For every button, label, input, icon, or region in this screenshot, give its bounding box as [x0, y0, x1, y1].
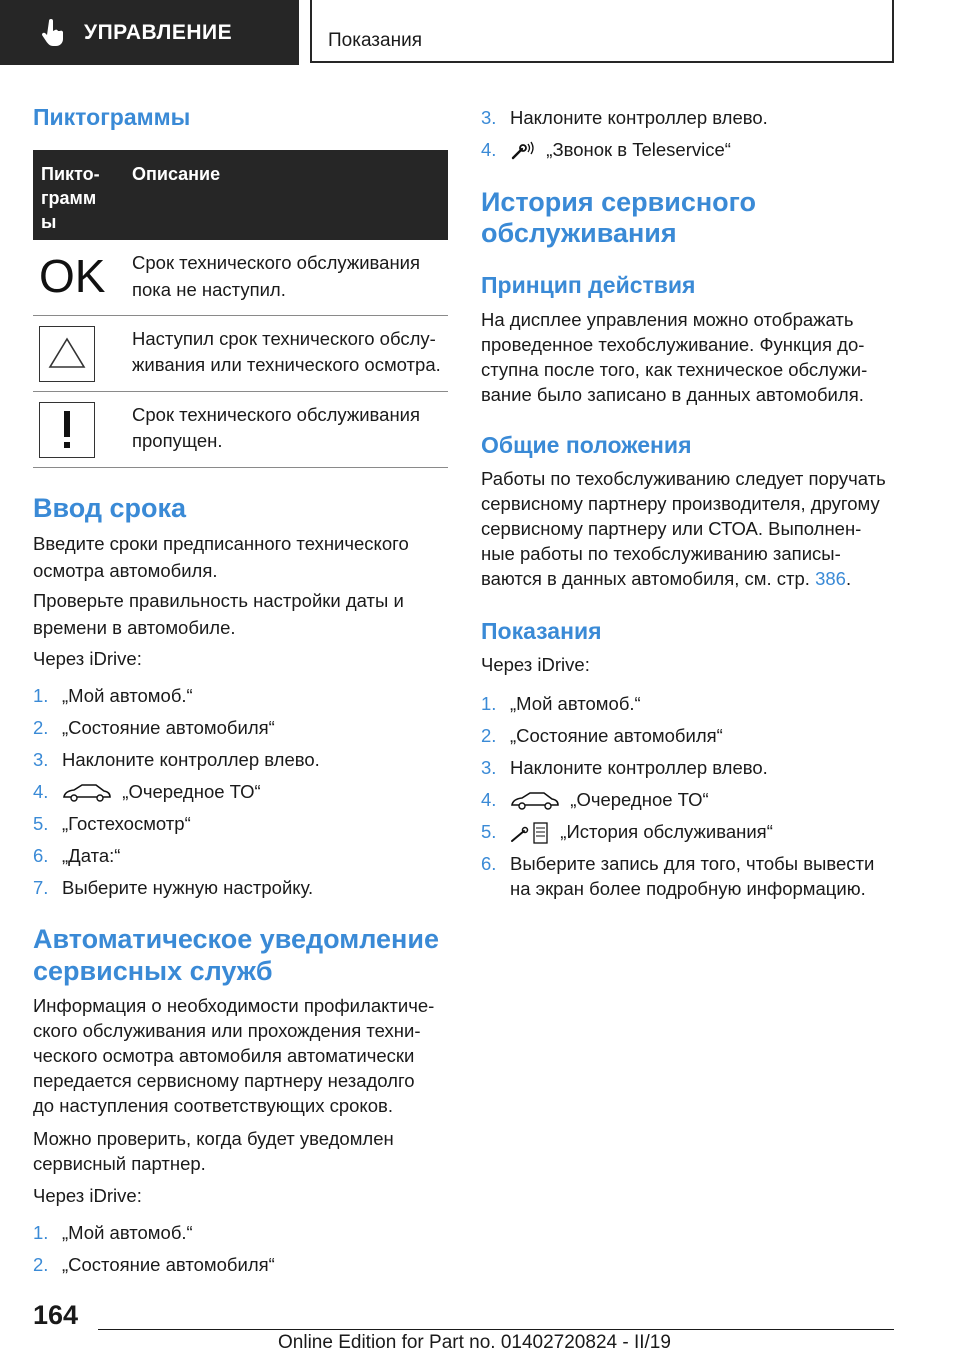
list-text: „Состояние автомобиля“: [62, 1254, 275, 1275]
auto-paragraph-1-line: ского обслуживания или прохождения техни-: [33, 1020, 421, 1041]
list-text: „Состояние автомобиля“: [510, 725, 723, 746]
list-number: 2.: [33, 1254, 49, 1275]
general-line: Работы по техобслуживанию следует поручать: [481, 468, 886, 489]
general-line-text: ваются в данных автомобиля, см. стр.: [481, 568, 816, 589]
list-number: 4.: [33, 781, 49, 802]
auto-paragraph-1-line: до наступления соответствующих сроков.: [33, 1095, 393, 1116]
table-cell-description: Наступил срок технического обслу-живания или технического осмотра.: [124, 315, 448, 391]
heading-general: Общие положения: [481, 432, 692, 458]
table-header-pictogram: [33, 150, 124, 240]
readings-via-idrive: Через iDrive:: [481, 654, 590, 675]
warning-triangle-icon: [39, 326, 95, 382]
service-history-icon: [510, 821, 550, 845]
deadline-paragraph-1: Введите сроки предписанного технического осмотра автомобиля.: [33, 533, 409, 581]
general-line: сервисному партнеру производителя, другому: [481, 493, 880, 514]
hand-pointer-icon: [40, 19, 66, 47]
list-number: 4.: [481, 139, 497, 160]
page-number: 164: [33, 1300, 79, 1330]
list-text: Наклоните контроллер влево.: [62, 749, 320, 770]
tab-controls[interactable]: [0, 0, 299, 65]
heading-deadline-input: Ввод срока: [33, 493, 187, 523]
tab-controls-label: УПРАВЛЕНИЕ: [84, 20, 233, 44]
list-number: 3.: [481, 757, 497, 778]
list-number: 2.: [33, 717, 49, 738]
wrench-phone-icon: [510, 140, 536, 162]
list-number: 6.: [481, 853, 497, 874]
deadline-via-idrive: Через iDrive:: [33, 648, 142, 669]
list-text-with-icon: [62, 779, 261, 805]
auto-paragraph-1-line: ческого осмотра автомобиля автоматически: [33, 1045, 415, 1066]
list-number: 3.: [33, 749, 49, 770]
heading-service-history-1: История сервисного: [481, 187, 757, 217]
list-text: „Гостехосмотр“: [62, 813, 191, 834]
list-number: 5.: [481, 821, 497, 842]
tab-readings[interactable]: [310, 0, 894, 63]
list-number: 1.: [33, 685, 49, 706]
table-row: [33, 240, 448, 315]
car-icon: [62, 783, 112, 803]
list-number: 1.: [33, 1222, 49, 1243]
principle-line: ступна после того, как техническое обслужи-: [481, 359, 868, 380]
list-text: „Состояние автомобиля“: [62, 717, 275, 738]
exclamation-icon: [39, 402, 95, 458]
footer-divider: [98, 1329, 894, 1330]
table-cell-description: Срок технического обслуживания пропущен.: [124, 391, 448, 467]
list-text: „Звонок в Teleservice“: [546, 139, 731, 160]
list-text-with-icon: [510, 787, 709, 813]
list-text: Наклоните контроллер влево.: [510, 107, 768, 128]
table-row: [33, 315, 448, 391]
table-row: [33, 391, 448, 467]
list-number: 2.: [481, 725, 497, 746]
list-text: „Очередное ТО“: [122, 781, 261, 802]
principle-line: вание было записано в данных автомобиля.: [481, 384, 864, 405]
heading-service-history-2: обслуживания: [481, 218, 677, 248]
section-title-pictograms: Пиктограммы: [33, 104, 191, 130]
list-number: 4.: [481, 789, 497, 810]
footer-edition: Online Edition for Part no. 01402720824 - II/19: [278, 1332, 671, 1353]
heading-auto-notification-2: сервисных служб: [33, 956, 273, 986]
principle-line: проведенное техобслуживание. Функция до-: [481, 334, 865, 355]
list-text: „Мой автомоб.“: [62, 685, 193, 706]
list-number: 6.: [33, 845, 49, 866]
list-number: 1.: [481, 693, 497, 714]
general-line: сервисному партнеру или СТОА. Выполнен-: [481, 518, 862, 539]
heading-auto-notification-1: Автоматическое уведомление: [33, 924, 439, 954]
list-text: Выберите запись для того, чтобы вывести: [510, 853, 875, 874]
auto-paragraph-1-line: Информация о необходимости профилактиче-: [33, 995, 435, 1016]
deadline-paragraph-2: Проверьте правильность настройки даты и времени в автомобиле.: [33, 590, 404, 638]
list-text: „Дата:“: [62, 845, 121, 866]
page-reference-link[interactable]: 386: [815, 568, 846, 589]
svg-text:OK: OK: [39, 250, 106, 302]
general-line-last: [481, 566, 851, 593]
heading-principle: Принцип действия: [481, 272, 696, 298]
list-number: 3.: [481, 107, 497, 128]
list-text-with-icon: [510, 819, 773, 845]
table-cell-description: Срок технического обслуживания пока не наступил.: [124, 240, 448, 315]
list-number: 5.: [33, 813, 49, 834]
principle-line: На дисплее управления можно отображать: [481, 309, 854, 330]
auto-paragraph-1-line: передается сервисному партнеру незадолго: [33, 1070, 415, 1091]
auto-paragraph-2-line: Можно проверить, когда будет уведомлен: [33, 1128, 394, 1149]
pictogram-table: [33, 150, 448, 468]
list-number: 7.: [33, 877, 49, 898]
tab-readings-label: Показания: [328, 30, 422, 51]
table-header-pictogram-label: Пикто- грамм ы: [41, 164, 100, 232]
general-line-end: .: [845, 568, 852, 589]
heading-readings: Показания: [481, 618, 602, 644]
list-text: „История обслуживания“: [560, 821, 773, 842]
auto-paragraph-2-line: сервисный партнер.: [33, 1153, 206, 1174]
list-text: Выберите нужную настройку.: [62, 877, 314, 898]
car-icon: [510, 791, 560, 811]
general-line: ные работы по техобслуживанию записы-: [481, 543, 841, 564]
list-text: „Мой автомоб.“: [62, 1222, 193, 1243]
list-item-continuation: на экран более подробную информацию.: [510, 878, 866, 899]
list-text: Наклоните контроллер влево.: [510, 757, 768, 778]
auto-via-idrive: Через iDrive:: [33, 1185, 142, 1206]
list-text: „Очередное ТО“: [570, 789, 709, 810]
list-text-with-icon: [510, 137, 731, 163]
list-text: „Мой автомоб.“: [510, 693, 641, 714]
table-header-description: Описание: [124, 150, 448, 240]
ok-icon: [39, 250, 106, 302]
